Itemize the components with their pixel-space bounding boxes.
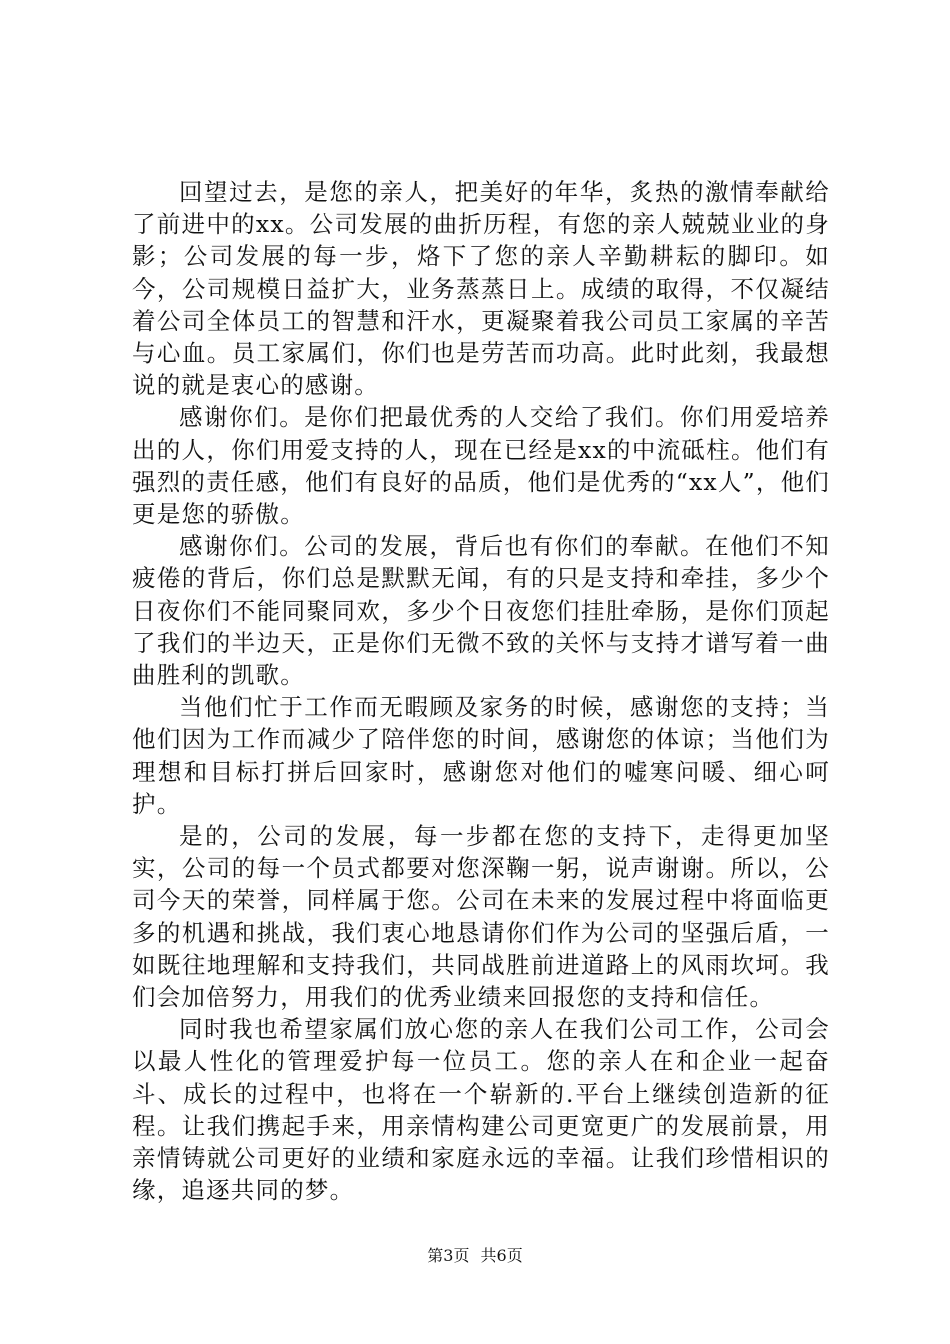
paragraph-1: 回望过去，是您的亲人，把美好的年华，炙热的激情奉献给了前进中的xx。公司发展的曲折历程，有您的亲人兢兢业业的身影；公司发展的每一步，烙下了您的亲人辛勤耕耘的脚印。如今，公司规模日益扩大，业务蒸蒸日上。成绩的取得，不仅凝结着公司全体员工的智慧和汗水，更凝聚着我公司员工家属的辛苦与心血。员工家属们，你们也是劳苦而功高。此时此刻，我最想说的就是衷心的感谢。: [132, 178, 830, 400]
paragraph-4: 当他们忙于工作而无暇顾及家务的时候，感谢您的支持；当他们因为工作而减少了陪伴您的时间，感谢您的体谅；当他们为理想和目标打拼后回家时，感谢您对他们的嘘寒问暖、细心呵护。: [132, 693, 830, 818]
paragraph-6: 同时我也希望家属们放心您的亲人在我们公司工作，公司会以最人性化的管理爱护每一位员工。您的亲人在和企业一起奋斗、成长的过程中，也将在一个崭新的.平台上继续创造新的征程。让我们携起手来，用亲情构建公司更宽更广的发展前景，用亲情铸就公司更好的业绩和家庭永远的幸福。让我们珍惜相识的缘，追逐共同的梦。: [132, 1015, 830, 1205]
page-footer: [0, 1243, 950, 1266]
paragraph-2: 感谢你们。是你们把最优秀的人交给了我们。你们用爱培养出的人，你们用爱支持的人，现在已经是xx的中流砥柱。他们有强烈的责任感，他们有良好的品质，他们是优秀的“xx人”，他们更是您的骄傲。: [132, 403, 830, 529]
paragraph-3: 感谢你们。公司的发展，背后也有你们的奉献。在他们不知疲倦的背后，你们总是默默无闻，有的只是支持和牵挂，多少个日夜你们不能同聚同欢，多少个日夜您们挂肚牵肠，是你们顶起了我们的半边天，正是你们无微不致的关怀与支持才谱写着一曲曲胜利的凯歌。: [132, 532, 830, 690]
paragraph-5: 是的，公司的发展，每一步都在您的支持下，走得更加坚实，公司的每一个员式都要对您深鞠一躬，说声谢谢。所以，公司今天的荣誉，同样属于您。公司在未来的发展过程中将面临更多的机遇和挑战，我们衷心地恳请你们作为公司的坚强后盾，一如既往地理解和支持我们，共同战胜前进道路上的风雨坎坷。我们会加倍努力，用我们的优秀业绩来回报您的支持和信任。: [132, 822, 830, 1012]
page-total: 共6页: [480, 1246, 523, 1265]
page-number: 第3页: [427, 1246, 470, 1265]
document-body: [132, 176, 830, 1207]
